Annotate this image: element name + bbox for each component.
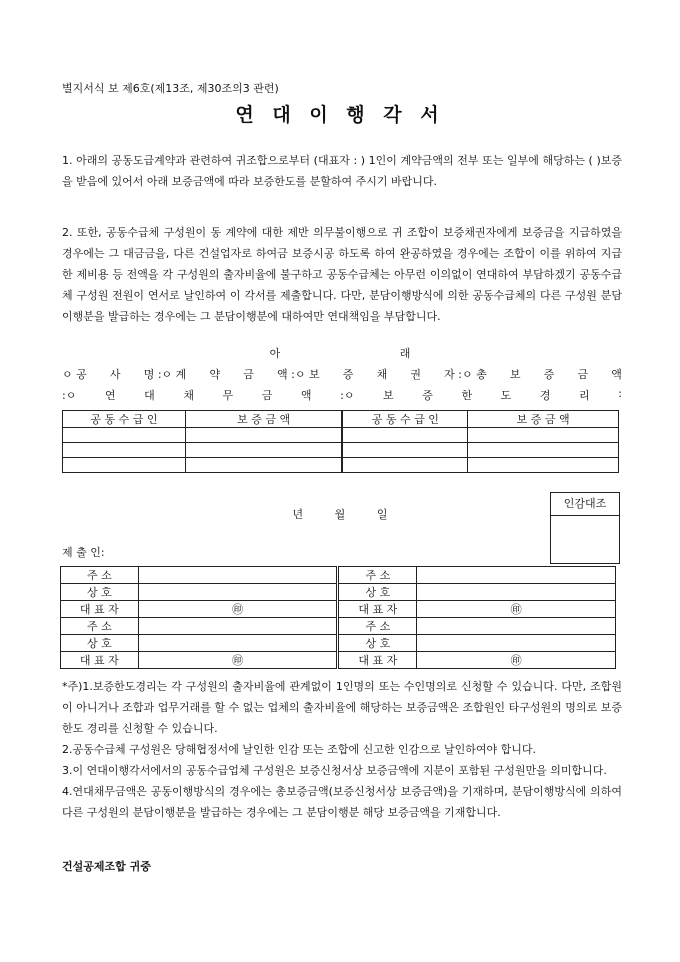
info-token: ㅇ 공	[62, 368, 87, 381]
seal-verification-label: 인감대조	[551, 493, 619, 516]
address-label: 주 소	[338, 567, 417, 584]
note-3: 3.이 연대이행각서에서의 공동수급업체 구성원은 보증신청서상 보증금액에 지분이 포함된 구성원만을 의미합니다.	[62, 764, 607, 777]
table-cell[interactable]	[342, 458, 467, 473]
address-label: 주 소	[61, 618, 139, 635]
table-cell[interactable]	[63, 443, 186, 458]
table-row	[61, 618, 616, 635]
table-cell[interactable]	[63, 428, 186, 443]
table-row	[61, 635, 616, 652]
submitter-label: 제 출 인:	[62, 546, 105, 559]
col-header-joint-contractor: 공 동 수 급 인	[342, 411, 467, 428]
col-header-joint-contractor: 공 동 수 급 인	[63, 411, 186, 428]
info-token: 증	[543, 368, 555, 381]
note-1: *주)1.보증한도경리는 각 구성원의 출자비율에 관계없이 1인명의 또는 수인명의로 신청할 수 있습니다. 다만, 조합원이 아니거나 조합과 업무거래를 할 수 없는 업체의 출자비율에 해당하는 보증금액은 조합원인 타구성원의 명의로 보증한도 경리를 신청할 수 있습니다.	[62, 680, 622, 735]
info-token: 한	[461, 389, 473, 402]
seal-mark[interactable]: ㊞	[138, 652, 338, 669]
info-token: 자 :ㅇ 총	[444, 368, 487, 381]
address-field[interactable]	[138, 618, 338, 635]
info-token: 연	[104, 389, 116, 402]
note-2: 2.공동수급체 구성원은 당해협정서에 날인한 인감 또는 조합에 신고한 인감으로 날인하여야 합니다.	[62, 743, 536, 756]
table-row	[63, 428, 619, 443]
company-field[interactable]	[138, 584, 338, 601]
address-label: 주 소	[338, 618, 417, 635]
date-day: 일	[376, 508, 388, 521]
table-cell[interactable]	[342, 443, 467, 458]
note-4: 4.연대채무금액은 공동이행방식의 경우에는 총보증금액(보증신청서상 보증금액)을 기재하며, 분담이행방식에 의하여 다른 구성원의 분담이행분을 발급하는 경우에는 그 분담이행분 해당 보증금액을 기재합니다.	[62, 785, 622, 819]
recipient-footer: 건설공제조합 귀중	[62, 860, 151, 873]
table-cell[interactable]	[342, 428, 467, 443]
company-field[interactable]	[138, 635, 338, 652]
info-token: 증	[422, 389, 433, 402]
company-field[interactable]	[417, 635, 616, 652]
table-row	[61, 584, 616, 601]
info-token: 보	[383, 389, 394, 402]
table-cell[interactable]	[468, 458, 619, 473]
address-field[interactable]	[417, 618, 616, 635]
info-token: :ㅇ	[62, 389, 77, 402]
company-label: 상 호	[338, 584, 417, 601]
table-row	[61, 601, 616, 618]
rep-label: 대 표 자	[61, 601, 139, 618]
company-label: 상 호	[338, 635, 417, 652]
info-token: 채	[376, 368, 388, 381]
company-label: 상 호	[61, 635, 139, 652]
company-label: 상 호	[61, 584, 139, 601]
info-token: 사	[109, 368, 121, 381]
info-token: 증	[342, 368, 354, 381]
info-token: 금	[577, 368, 589, 381]
address-label: 주 소	[61, 567, 139, 584]
table-header-row	[63, 411, 619, 428]
info-token: :ㅇ	[340, 389, 355, 402]
table-row	[63, 458, 619, 473]
submitter-table	[60, 566, 616, 669]
seal-mark[interactable]: ㊞	[138, 601, 338, 618]
info-token: 경	[539, 389, 551, 402]
info-token: 리	[579, 389, 590, 402]
address-field[interactable]	[138, 567, 338, 584]
date-year: 년	[292, 508, 304, 521]
info-token: 금	[243, 368, 254, 381]
rep-label: 대 표 자	[61, 652, 139, 669]
info-token: 액 :ㅇ 보	[277, 368, 320, 381]
table-cell[interactable]	[468, 428, 619, 443]
table-cell[interactable]	[63, 458, 186, 473]
info-token: 대	[144, 389, 155, 402]
seal-mark[interactable]: ㊞	[417, 652, 616, 669]
table-row	[61, 567, 616, 584]
info-token: 무	[222, 389, 234, 402]
notes-section	[62, 676, 622, 823]
table-cell[interactable]	[185, 458, 342, 473]
rep-label: 대 표 자	[338, 601, 417, 618]
below-heading-left: 아	[269, 347, 281, 360]
table-row	[63, 443, 619, 458]
info-token: :	[618, 387, 622, 400]
table-cell[interactable]	[185, 443, 342, 458]
document-title: 연 대 이 행 각 서	[235, 104, 445, 126]
info-token: 채	[183, 389, 194, 402]
info-token: 금	[261, 389, 273, 402]
rep-label: 대 표 자	[338, 652, 417, 669]
company-field[interactable]	[417, 584, 616, 601]
col-header-guarantee-amount: 보 증 금 액	[468, 411, 619, 428]
table-row	[61, 652, 616, 669]
paragraph-1: 1. 아래의 공동도급계약과 관련하여 귀조합으로부터 (대표자 : ) 1인이 계약금액의 전부 또는 일부에 해당하는 ( )보증을 받음에 있어서 아래 보증금액에 따라 보증한도를 분할하여 주시기 바랍니다.	[62, 154, 622, 188]
table-cell[interactable]	[185, 428, 342, 443]
date-month: 월	[334, 508, 346, 521]
info-token: 명 :ㅇ 계	[143, 368, 187, 381]
form-number: 별지서식 보 제6호(제13조, 제30조의3 관련)	[62, 82, 279, 95]
paragraph-2: 2. 또한, 공동수급체 구성원이 동 계약에 대한 제반 의무불이행으로 귀 조합이 보증채권자에게 보증금을 지급하였을 경우에는 그 대금금을, 다른 건설업자로 하여금 보증시공 하도록 하여 완공하였을 경우에는 조합이 이를 위하여 지급한 제비용 등 전액을 각 구성원의 출자비율에 불구하고 공동수급체는 아무런 이의없이 연대하여 부담하겠기 공동수급체 구성원 전원이 연서로 날인하여 이 각서를 제출합니다. 다만, 분담이행방식에 의한 공동수급체의 다른 구성원 분담이행분을 발급하는 경우에는 그 분담이행분에 대하여만 연대책임을 부담합니다.	[62, 226, 622, 323]
info-token: 액	[611, 368, 622, 381]
address-field[interactable]	[417, 567, 616, 584]
info-token: 도	[500, 389, 512, 402]
contract-info-line-2	[62, 387, 622, 403]
info-token: 약	[209, 368, 221, 381]
info-token: 권	[410, 368, 421, 381]
seal-mark[interactable]: ㊞	[417, 601, 616, 618]
guarantee-amount-table	[62, 410, 619, 473]
seal-verification-box	[550, 492, 620, 564]
below-heading-right: 래	[399, 347, 411, 360]
col-header-guarantee-amount: 보 증 금 액	[185, 411, 342, 428]
below-heading	[0, 345, 680, 361]
contract-info-line-1	[62, 366, 622, 382]
info-token: 보	[509, 368, 521, 381]
info-token: 액	[300, 389, 312, 402]
table-cell[interactable]	[468, 443, 619, 458]
